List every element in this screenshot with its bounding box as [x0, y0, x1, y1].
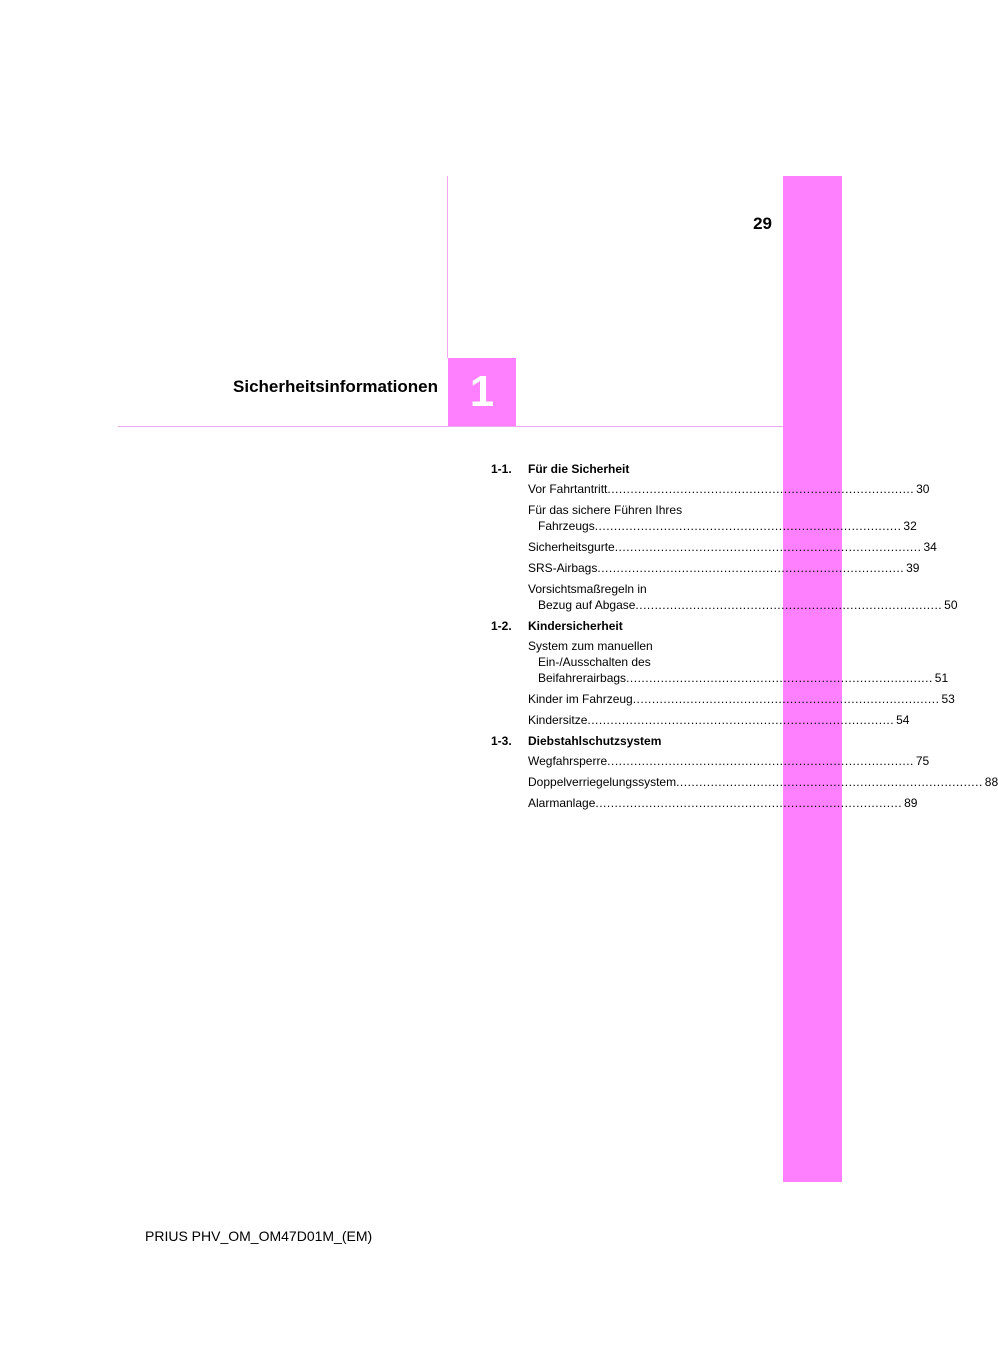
toc-entry[interactable]	[528, 502, 917, 534]
toc-section-number: 1-3.	[491, 734, 512, 748]
toc-entry-page: 32	[903, 519, 917, 533]
dot-leader: ................................................................................	[607, 754, 914, 768]
toc-entry-text: Wegfahrsperre	[528, 754, 608, 768]
chapter-number-box	[448, 358, 516, 426]
toc-entry-page: 34	[923, 540, 937, 554]
toc-entry[interactable]	[528, 712, 910, 728]
chapter-title: Sicherheitsinformationen	[233, 377, 438, 396]
table-of-contents	[491, 461, 998, 816]
toc-section	[491, 618, 955, 728]
toc-entry-text: SRS-Airbags	[528, 561, 598, 575]
dot-leader: ................................................................................	[626, 671, 933, 685]
dot-leader: ................................................................................	[587, 713, 895, 727]
toc-entry-page: 51	[934, 671, 949, 685]
toc-entry-page: 30	[916, 482, 930, 496]
toc-entry[interactable]	[528, 560, 920, 576]
toc-entry[interactable]	[528, 638, 949, 686]
toc-section	[491, 461, 958, 613]
toc-entry-page: 75	[915, 754, 930, 768]
document-footer: PRIUS PHV_OM_OM47D01M_(EM)	[145, 1228, 373, 1244]
toc-entry-text: Ein-/Ausschalten des	[538, 655, 651, 669]
toc-entry[interactable]	[528, 774, 998, 790]
dot-leader: ................................................................................	[595, 796, 903, 810]
toc-section-heading[interactable]	[491, 618, 741, 634]
toc-section-heading[interactable]	[491, 733, 741, 749]
toc-section-title: Kindersicherheit	[528, 619, 623, 633]
toc-entry-text: Für das sichere Führen Ihres	[528, 503, 683, 517]
vertical-divider	[447, 176, 448, 358]
toc-entry[interactable]	[528, 539, 937, 555]
toc-entry-text: Bezug auf Abgase	[538, 598, 636, 612]
dot-leader: ................................................................................	[614, 540, 922, 554]
toc-entry-page: 54	[896, 713, 910, 727]
toc-entry-page: 50	[944, 598, 958, 612]
toc-entry[interactable]	[528, 581, 958, 613]
chapter-number: 1	[469, 367, 495, 416]
toc-entry-text: Beifahrerairbags	[538, 671, 627, 685]
dot-leader: ................................................................................	[676, 775, 983, 789]
toc-entry[interactable]	[528, 691, 955, 707]
toc-entry[interactable]	[528, 481, 930, 497]
toc-section-number: 1-1.	[491, 462, 512, 476]
toc-entry[interactable]	[528, 753, 930, 769]
dot-leader: ................................................................................	[597, 561, 905, 575]
toc-entry-text: Fahrzeugs	[538, 519, 595, 533]
toc-entry-page: 88	[984, 775, 998, 789]
toc-entry-text: Kindersitze	[528, 713, 588, 727]
toc-entry-text: Vorsichtsmaßregeln in	[528, 582, 647, 596]
horizontal-divider	[118, 426, 783, 427]
toc-entry-text: Kinder im Fahrzeug	[528, 692, 633, 706]
toc-entry-page: 39	[906, 561, 920, 575]
dot-leader: ................................................................................	[607, 482, 915, 496]
dot-leader: ................................................................................	[632, 692, 940, 706]
toc-section	[491, 733, 998, 811]
toc-entry-page: 89	[904, 796, 918, 810]
toc-section-title: Für die Sicherheit	[528, 462, 630, 476]
dot-leader: ................................................................................	[594, 519, 902, 533]
toc-entry-text: Doppelverriegelungssystem	[528, 775, 677, 789]
toc-section-title: Diebstahlschutzsystem	[528, 734, 662, 748]
toc-entry-text: Vor Fahrtantritt	[528, 482, 608, 496]
toc-section-number: 1-2.	[491, 619, 512, 633]
page-number: 29	[753, 214, 772, 233]
dot-leader: ................................................................................	[635, 598, 943, 612]
toc-section-heading[interactable]	[491, 461, 741, 477]
toc-entry[interactable]	[528, 795, 918, 811]
toc-entry-page: 53	[941, 692, 955, 706]
toc-entry-text: Alarmanlage	[528, 796, 596, 810]
toc-entry-text: System zum manuellen	[528, 639, 653, 653]
toc-entry-text: Sicherheitsgurte	[528, 540, 615, 554]
